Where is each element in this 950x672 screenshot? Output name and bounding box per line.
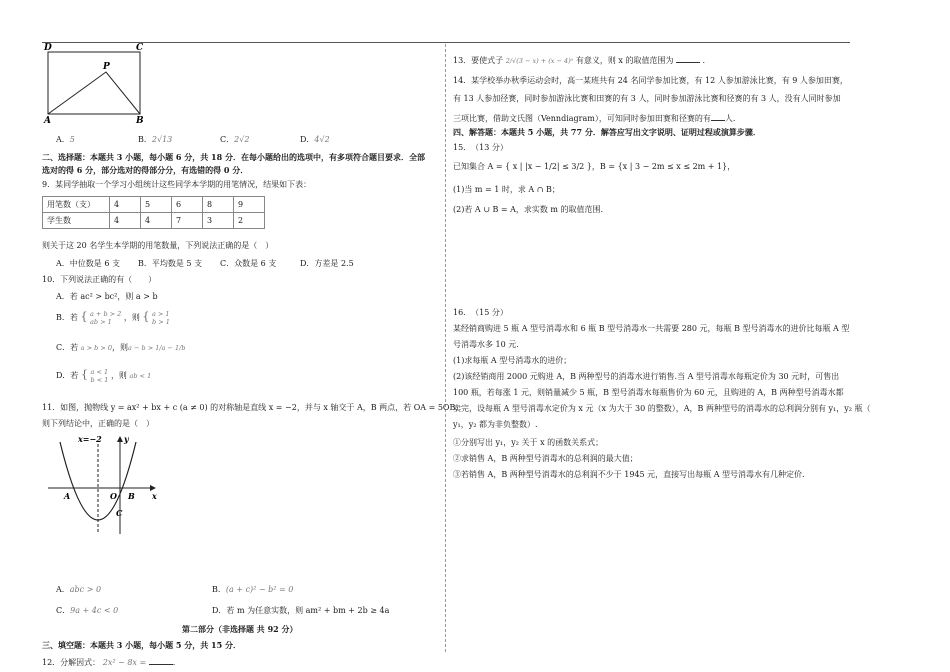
table-cell: 6 xyxy=(172,197,203,213)
q9-option-a: A．中位数是 6 支 xyxy=(56,259,120,268)
table-cell: 2 xyxy=(234,213,265,229)
axis-label: x=−2 xyxy=(78,434,102,444)
table-cell: 4 xyxy=(141,213,172,229)
q16-line2: 号消毒水多 10 元. xyxy=(453,340,519,349)
parabola-figure xyxy=(48,436,168,536)
label-y: y xyxy=(124,434,129,444)
q16-line6: 卖完，设每瓶 A 型号消毒水定价为 x 元（x 为大于 30 的整数），A，B 两种型号的消毒水的总利润分别有 y₁，y₂ 瓶（ xyxy=(453,404,871,413)
section4-header: 四、解答题：本题共 5 小题，共 77 分．解答应写出文字说明、证明过程或演算步骤． xyxy=(453,127,761,137)
q8-option-d: D．4√2 xyxy=(300,135,330,144)
q16-sub1: ①分别写出 y₁，y₂ 关于 x 的函数关系式； xyxy=(453,438,604,447)
q16-line7: y₁，y₂ 都为非负整数）. xyxy=(453,420,538,429)
q15-title: 15． （13 分） xyxy=(453,143,508,152)
q14-line2: 有 13 人参加径赛，同时参加游泳比赛和田赛的有 3 人，同时参加游泳比赛和径赛的有 3 人，没有人同时参加 xyxy=(453,94,841,103)
q11-option-b: B．(a + c)² − b² = 0 xyxy=(212,585,294,594)
top-rule xyxy=(42,42,850,43)
q9-table xyxy=(42,196,265,229)
table-cell: 5 xyxy=(141,197,172,213)
table-cell: 学生数 xyxy=(43,213,110,229)
q15-given: 已知集合 A = { x | |x − 1/2| ≤ 3/2 }，B = {x | 3 − 2m ≤ x ≤ 2m + 1}， xyxy=(453,162,736,171)
q16-line5: 100 瓶，若每涨 1 元，则销量减少 5 瓶，B 型号消毒水每瓶售价为 60 元，且购进的 A，B 两种型号消毒水都 xyxy=(453,388,844,397)
label-C: C xyxy=(136,43,144,53)
rectangle-figure xyxy=(42,44,152,124)
answer-blank[interactable] xyxy=(711,112,725,121)
column-divider xyxy=(445,44,446,652)
label-A: A xyxy=(64,491,71,501)
q14-line1: 14．某学校举办秋季运动会时，高一某班共有 24 名同学参加比赛，有 12 人参加游泳比赛，有 9 人参加田赛， xyxy=(453,76,848,85)
label-A: A xyxy=(44,116,51,126)
table-cell: 7 xyxy=(172,213,203,229)
q10-option-d: D．若 { a < 1 b < 1 ，则 ab < 1 xyxy=(56,368,152,384)
q15-part1: (1)当 m = 1 时，求 A ∩ B； xyxy=(453,185,560,194)
table-cell: 8 xyxy=(203,197,234,213)
q9-option-d: D．方差是 2.5 xyxy=(300,259,354,268)
answer-blank[interactable] xyxy=(149,656,173,665)
q13: 13．要使式子 2/√(3 − x) + (x − 4)⁰ 有意义，则 x 的取值范围为 . xyxy=(453,56,706,65)
q14-line3: 三项比赛，借助文氏图（Venndiagram），可知同时参加田赛和径赛的有 人. xyxy=(453,114,736,123)
label-x: x xyxy=(152,491,157,501)
q12: 12．分解因式： 2x² − 8x = . xyxy=(42,658,176,667)
section2-header-line2: 选对的得 6 分，部分选对的得部分分，有选错的得 0 分． xyxy=(42,165,249,175)
q16-line1: 某经销商购进 5 瓶 A 型号消毒水和 6 瓶 B 型号消毒水一共需要 280 元，每瓶 B 型号消毒水的进价比每瓶 A 型 xyxy=(453,324,850,333)
table-cell: 3 xyxy=(203,213,234,229)
q16-title: 16． （15 分） xyxy=(453,308,508,317)
table-row xyxy=(43,213,265,229)
table-cell: 4 xyxy=(110,213,141,229)
q9-question: 则关于这 20 名学生本学期的用笔数量，下列说法正确的是（ ） xyxy=(42,241,274,250)
q8-option-a: A．5 xyxy=(56,135,75,144)
table-row xyxy=(43,197,265,213)
q15-part2: (2)若 A ∪ B = A，求实数 m 的取值范围. xyxy=(453,205,604,214)
q11-option-d: D．若 m 为任意实数，则 am² + bm + 2b ≥ 4a xyxy=(212,606,390,615)
label-B: B xyxy=(136,116,144,126)
q10-option-b: B．若 { a + b > 2 ab > 1 ，则 { a > 1 b > 1 xyxy=(56,310,170,326)
q9-option-c: C．众数是 6 支 xyxy=(220,259,277,268)
q10-option-a: A．若 ac² > bc²，则 a > b xyxy=(56,292,158,301)
q16-sub3: ③若销售 A，B 两种型号消毒水的总利润不少于 1945 元，直接写出每瓶 A 型号消毒水有几种定价. xyxy=(453,470,805,479)
q16-line4: (2)该经销商用 2000 元购进 A，B 两种型号的消毒水进行销售.当 A 型号消毒水每瓶定价为 30 元时，可售出 xyxy=(453,372,840,381)
label-P: P xyxy=(103,62,110,72)
q11-option-c: C．9a + 4c < 0 xyxy=(56,606,119,615)
section2-header: 二、选择题：本题共 3 小题，每小题 6 分，共 18 分．在每小题给出的选项中，有多项符合题目要求．全部 xyxy=(42,152,425,162)
label-O: O xyxy=(110,491,117,501)
q8-option-b: B．2√13 xyxy=(138,135,173,144)
q11-text-line2: 则下列结论中，正确的是（ ） xyxy=(42,419,154,428)
table-cell: 4 xyxy=(110,197,141,213)
q9-text: 9．某同学抽取一个学习小组统计这些同学本学期的用笔情况，结果如下表： xyxy=(42,180,312,189)
q10-text: 10．下列说法正确的有（ ） xyxy=(42,275,157,284)
q11-option-a: A．abc > 0 xyxy=(56,585,102,594)
q10-option-c: C．若 a > b > 0，则a − b > 1/a − 1/b xyxy=(56,343,186,352)
q8-option-c: C．2√2 xyxy=(220,135,250,144)
q16-sub2: ②求销售 A，B 两种型号消毒水的总利润的最大值； xyxy=(453,454,638,463)
table-cell: 用笔数（支） xyxy=(43,197,110,213)
label-C: C xyxy=(116,508,123,518)
q9-option-b: B．平均数是 5 支 xyxy=(138,259,203,268)
answer-blank[interactable] xyxy=(676,54,700,63)
q11-text: 11．如图，抛物线 y = ax² + bx + c (a ≠ 0) 的对称轴是直线 x = −2，并与 x 轴交于 A，B 两点，若 OA = 5OB， xyxy=(42,403,464,412)
q16-line3: (1)求每瓶 A 型号消毒水的进价； xyxy=(453,356,572,365)
table-cell: 9 xyxy=(234,197,265,213)
label-D: D xyxy=(44,43,52,53)
label-B: B xyxy=(128,491,135,501)
part2-header: 第二部分（非选择题 共 92 分） xyxy=(182,624,298,634)
section3-header: 三、填空题：本题共 3 小题，每小题 5 分，共 15 分． xyxy=(42,640,241,650)
